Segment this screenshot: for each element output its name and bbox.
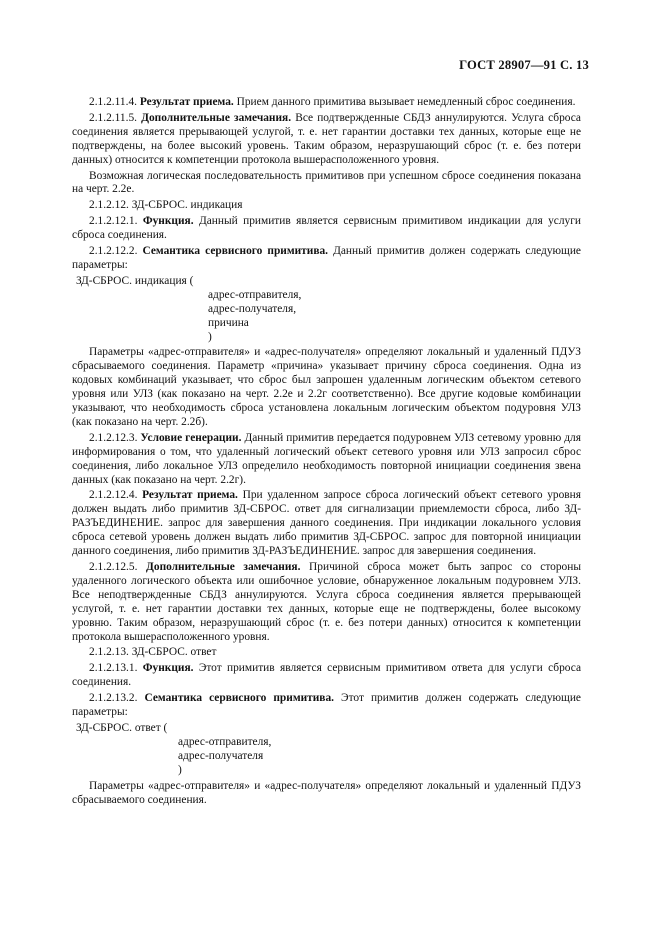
clause-text: Причиной сброса может быть запрос со стороны удаленного логического объекта или ошибочное условие, обнаруженное локальным подуровнем УЛЗ. Все неподтвержденные СБДЗ аннулируются. Услуга сброса соединения является прерывающей услугой, т. е. нет гарантии доставки тех данных, которые еще не подтверждены, более высокому уровню. Таким образом, неразрушающий сброс (т. е. без потери данных) относится к компетенции протокола вышерасположенного уровня. [72,561,581,643]
clause-number: 2.1.2.11.4. [89,96,137,108]
primitive-parameters-response [72,722,581,778]
paragraph-final-parameters: Параметры «адрес-отправителя» и «адрес-получателя» определяют локальный и удаленный ПДУЗ сбрасываемого соединения. [72,779,581,806]
clause-text: Все подтвержденные СБДЗ аннулируются. Услуга сброса соединения является прерывающей услугой, т. е. нет гарантии доставки тех данных, которые еще не подтверждены, на более высокий уровень. Таким образом, неразрушающий сброс (т. е. без потери данных) относится к компетенции протокола вышерасположенного уровня. [72,111,581,166]
paragraph-2-1-2-12-4 [72,489,581,559]
clause-text: При удаленном запросе сброса логический объект сетевого уровня должен выдать либо примитив ЗД-СБРОС. ответ для сигнализации приемлемости сброса, либо ЗД-РАЗЪЕДИНЕНИЕ. запрос для завершения данного соединения. При индикации локального условия сброса сетевой уровень должен выдать либо примитив ЗД-СБРОС. запрос для повторной инициации данного соединения, либо примитив ЗД-РАЗЪЕДИНЕНИЕ. запрос для завершения соединения. [72,489,582,558]
parameter-item: адрес-отправителя, [208,288,302,301]
clause-number: 2.1.2.12.4. [89,489,138,502]
paragraph-2-1-2-11-5 [72,112,581,168]
clause-title: Семантика сервисного примитива. [142,245,329,258]
clause-title: Функция. [142,662,194,675]
paragraph-2-1-2-12-2 [72,245,581,273]
clause-number: 2.1.2.11.5. [89,111,137,124]
paragraph-sequence-note: Возможная логическая последовательность примитивов при успешном сбросе соединения показана на черт. 2.2е. [72,169,581,196]
clause-text: Данный примитив передается подуровнем УЛЗ сетевому уровню для информирования о том, что удаленный логический объект сетевого уровня или УЛЗ запросил сброс соединения, либо локальное УЛЗ определило необходимость повторной инициации соединения звена данных (как показано на черт. 2.2г). [72,431,581,486]
paragraph-parameters-description: Параметры «адрес-отправителя» и «адрес-получателя» определяют локальный и удаленный ПДУЗ сбрасываемого соединения. Параметр «причина» указывает причину сброса соединения. Одна из кодовых комбинаций указывает, что сброс был запрошен удаленным логическим объектом сетевого уровня или УЛЗ (как показано на черт. 2.2е и 2.2г соответственно). Все другие кодовые комбинации указывают, что необходимость сброса установлена локальным логическим объектом подуровня УЛЗ (как показано на черт. 2.2б). [72,346,581,428]
page-header: ГОСТ 28907—91 С. 13 [459,58,589,72]
clause-text: Этот примитив является сервисным примитивом ответа для услуги сброса соединения. [72,662,581,689]
paragraph-2-1-2-12-1 [72,215,581,243]
primitive-name: ЗД-СБРОС. ответ ( [76,721,168,734]
paragraph-2-1-2-12-5 [72,561,581,644]
clause-title: Результат приема. [139,96,234,108]
section-heading-2-1-2-13: 2.1.2.13. ЗД-СБРОС. ответ [89,646,217,659]
clause-title: Функция. [142,215,194,228]
clause-number: 2.1.2.13.2. [89,692,138,705]
clause-number: 2.1.2.12.3. [89,431,138,444]
document-body [72,96,581,809]
clause-title: Дополнительные замечания. [141,111,292,124]
primitive-parameters-indication [72,275,581,345]
paragraph-2-1-2-13-1 [72,662,581,690]
clause-number: 2.1.2.12.5. [89,561,138,573]
clause-text: Данный примитив является сервисным примитивом индикации для услуги сброса соединения. [72,215,581,242]
clause-text: Прием данного примитива вызывает немедленный сброс соединения. [236,96,576,108]
paragraph-2-1-2-11-4 [72,96,581,110]
clause-text: Этот примитив должен содержать следующие параметры: [72,692,581,719]
closing-paren: ) [208,330,212,343]
clause-text: Данный примитив должен содержать следующие параметры: [72,245,581,271]
clause-number: 2.1.2.12.1. [89,215,138,228]
clause-title: Результат приема. [142,489,238,502]
paragraph-2-1-2-13-2 [72,692,581,720]
parameter-item: адрес-отправителя, [178,735,272,748]
parameter-item: причина [208,316,249,329]
clause-title: Условие генерации. [140,431,242,444]
parameter-item: адрес-получателя, [208,302,297,315]
clause-number: 2.1.2.12.2. [89,245,138,258]
parameter-item: адрес-получателя [178,749,264,762]
clause-number: 2.1.2.13.1. [89,662,138,675]
section-heading-2-1-2-12: 2.1.2.12. ЗД-СБРОС. индикация [89,199,243,212]
closing-paren: ) [178,763,182,776]
clause-title: Семантика сервисного примитива. [144,692,334,705]
primitive-name: ЗД-СБРОС. индикация ( [76,274,194,287]
clause-title: Дополнительные замечания. [146,561,301,573]
paragraph-2-1-2-12-3 [72,432,581,488]
